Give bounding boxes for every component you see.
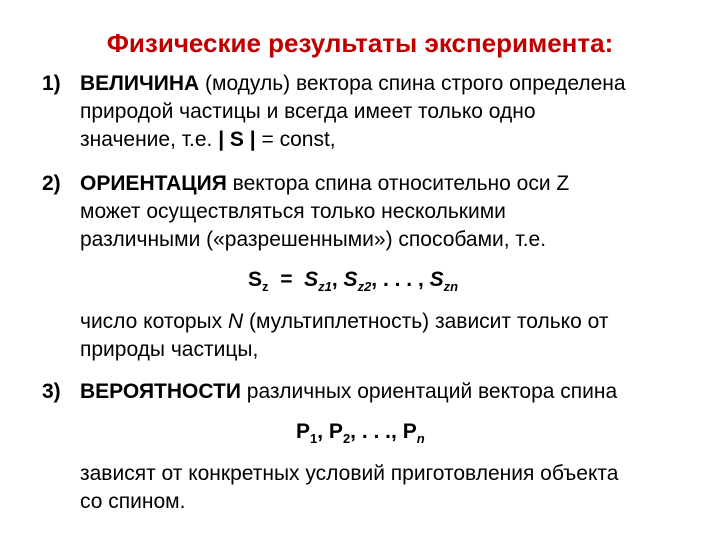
- item2-line1-rest: вектора спина относительно оси Z: [226, 172, 570, 195]
- slide-title: Физические результаты эксперимента:: [106, 28, 614, 58]
- formula-pn: P: [402, 420, 417, 443]
- item1-modulus: | S |: [218, 128, 256, 151]
- formula-sz1: S: [304, 268, 319, 291]
- item3-after1: зависят от конкретных условий приготовления объекта: [80, 462, 619, 485]
- item2-line2: может осуществляться только несколькими: [80, 200, 506, 223]
- item1-line3: [80, 128, 336, 152]
- formula-p1: P: [296, 420, 311, 443]
- item3-line1: [80, 380, 617, 404]
- item2-after2: природы частицы,: [80, 338, 259, 361]
- formula-pn-sub: n: [416, 431, 425, 446]
- item3-number: 3): [42, 380, 61, 403]
- formula-p-dots: . . .,: [361, 420, 397, 443]
- item1-line1: [80, 72, 626, 96]
- item2-after1: [80, 310, 608, 334]
- item3-line1-rest: различных ориентаций вектора спина: [240, 380, 618, 403]
- formula-sz: S: [248, 268, 263, 291]
- formula-sz1-sub: z1: [318, 279, 332, 294]
- probability-formula: $P_1$, $P_2$, . . ., $P_n$: [296, 420, 425, 446]
- formula-sz-sub: z: [262, 279, 269, 294]
- formula-szn: S: [429, 268, 444, 291]
- item1-line3-post: = const,: [255, 128, 336, 151]
- item2-term: ОРИЕНТАЦИЯ: [80, 172, 227, 195]
- item2-after1-post: (мультиплетность) зависит только от: [243, 310, 609, 333]
- item2-after1-pre: число которых: [80, 310, 228, 333]
- item1-term: ВЕЛИЧИНА: [80, 72, 200, 95]
- item2-multiplicity-n: N: [227, 310, 244, 333]
- formula-p1-sub: 1: [310, 431, 318, 446]
- item2-line1: [80, 172, 569, 196]
- item3-after2: со спином.: [80, 490, 186, 513]
- item1-number: 1): [42, 72, 61, 95]
- item1-line1-rest: (модуль) вектора спина строго определена: [199, 72, 626, 95]
- formula-dots: . . . ,: [382, 268, 424, 291]
- item2-line3: различными («разрешенными») способами, т.е.: [80, 228, 547, 251]
- formula-sz2-sub: z2: [357, 279, 372, 294]
- item1-line2: природой частицы и всегда имеет только одно: [80, 100, 536, 123]
- item2-number: 2): [42, 172, 61, 195]
- item1-line3-pre: значение, т.е.: [80, 128, 219, 151]
- orientation-formula: $S_z = S_{z1}$, $S_{z2}$, . . . , $S_{zn}$: [248, 268, 459, 294]
- item3-term: ВЕРОЯТНОСТИ: [80, 380, 241, 403]
- formula-eq: =: [280, 268, 293, 291]
- formula-p2: P: [328, 420, 343, 443]
- formula-p2-sub: 2: [342, 431, 351, 446]
- formula-szn-sub: zn: [443, 279, 459, 294]
- formula-sz2: S: [343, 268, 358, 291]
